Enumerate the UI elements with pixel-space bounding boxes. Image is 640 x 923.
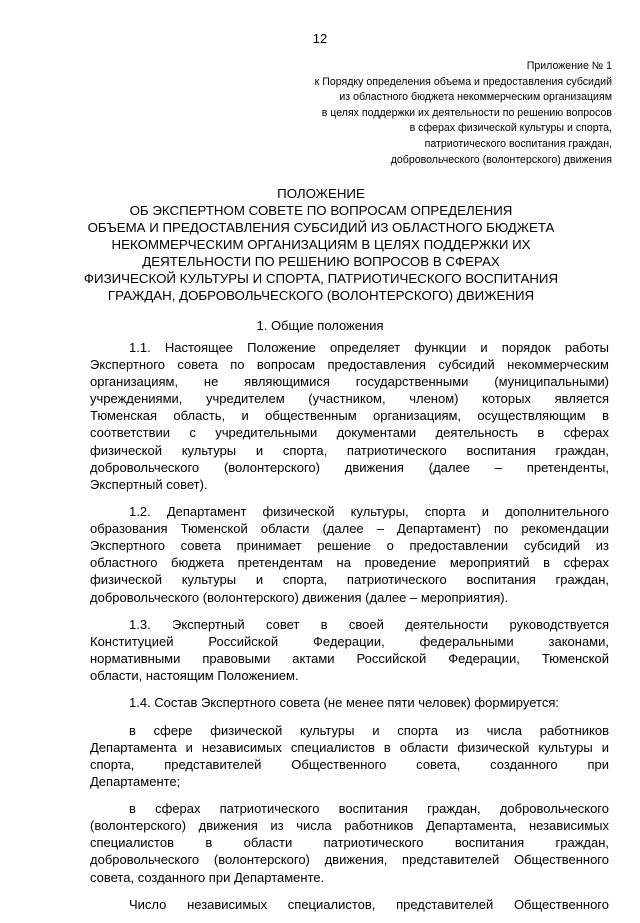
text-line: Экспертного совета принимает решение о предоставлении субсидий из (90, 538, 609, 554)
text-line: 1.3. Экспертный совет в своей деятельности руководствуется (129, 616, 609, 632)
text-line: 1.1. Настоящее Положение определяет функции и порядок работы (129, 340, 609, 355)
text-line: нормативными правовыми актами Российской Федерации, Тюменской (90, 650, 609, 666)
text-line: (волонтерского) движения из числа работников Департамента, независимых (90, 818, 609, 834)
text-line: в сфере физической культуры и спорта из числа работников (129, 722, 609, 738)
text-line: Тюменская область, и общественным организациям, осуществляющим в (90, 408, 609, 424)
title-line: ГРАЖДАН, ДОБРОВОЛЬЧЕСКОГО (ВОЛОНТЕРСКОГО) ДВИЖЕНИЯ (107, 288, 535, 303)
text-line: физической культуры и спорта, патриотического воспитания граждан, (90, 442, 609, 458)
title-line: ФИЗИЧЕСКОЙ КУЛЬТУРЫ И СПОРТА, ПАТРИОТИЧЕСКОГО ВОСПИТАНИЯ (83, 271, 559, 286)
text-line: учреждениями, учредителем (участником, членом) которых является (90, 391, 609, 407)
text-line: Число независимых специалистов, представителей Общественного (129, 896, 609, 912)
title-line: ДЕЯТЕЛЬНОСТИ ПО РЕШЕНИЮ ВОПРОСОВ В СФЕРАХ (142, 254, 500, 269)
text-line: 1.2. Департамент физической культуры, спорта и дополнительного (129, 504, 609, 520)
paragraph-1-4 (90, 694, 609, 711)
paragraph-1-3 (90, 616, 609, 684)
text-line: области, настоящим Положением. (90, 668, 299, 684)
text-line: 1.4. Состав Экспертного совета (не менее пяти человек) формируется: (129, 695, 559, 711)
title-line: ПОЛОЖЕНИЕ (277, 186, 365, 201)
text-line: Конституцией Российской Федерации, федеральными законами, (90, 633, 609, 649)
text-line: в сферах патриотического воспитания граждан, добровольческого (129, 801, 609, 817)
text-line: добровольческого (волонтерского) движения (далее – мероприятия). (90, 589, 509, 605)
text-line: Экспертный совет). (90, 476, 208, 492)
document-body (90, 339, 609, 923)
text-line: областного бюджета претендентам на проведение мероприятий в сферах (90, 555, 609, 571)
paragraph-sport-sphere (90, 722, 609, 790)
paragraph-1-2 (90, 503, 609, 606)
text-line: специалистов в области патриотического воспитания граждан, (90, 835, 609, 851)
appendix-line: в сферах физической культуры и спорта, (409, 122, 612, 135)
text-line: совета, созданного при Департаменте. (90, 869, 325, 885)
appendix-line: из областного бюджета некоммерческим организациям (339, 91, 612, 104)
text-line: физической культуры и спорта, патриотического воспитания граждан, (90, 572, 609, 588)
text-line: спорта, представителей Общественного совета, созданного при (90, 756, 609, 772)
title-line: ОБ ЭКСПЕРТНОМ СОВЕТЕ ПО ВОПРОСАМ ОПРЕДЕЛЕНИЯ (129, 203, 513, 218)
text-line: добровольческого (волонтерского) движения, представителей Общественного (90, 852, 609, 868)
paragraph-specialists-count (90, 896, 609, 913)
text-line: добровольческого (волонтерского) движения (далее – претенденты, (90, 459, 609, 475)
text-line: организациям, не являющимися государственными (муниципальными) (90, 374, 609, 390)
appendix-line: Приложение № 1 (526, 60, 612, 72)
text-line: Экспертного совета по вопросам предоставления субсидий некоммерческим (90, 357, 609, 373)
text-line: Департаменте; (90, 773, 181, 789)
document-title (60, 185, 582, 304)
paragraph-1-1 (90, 339, 609, 493)
appendix-line: к Порядку определения объема и предоставления субсидий (314, 75, 612, 88)
paragraph-patriotic-sphere (90, 800, 609, 885)
text-line: соответствии с учредительными документами деятельность в сферах (90, 425, 609, 441)
appendix-block (212, 59, 612, 168)
title-line: НЕКОММЕРЧЕСКИМ ОРГАНИЗАЦИЯМ В ЦЕЛЯХ ПОДДЕРЖКИ ИХ (111, 237, 531, 252)
page-number: 12 (312, 31, 328, 46)
appendix-line: в целях поддержки их деятельности по решению вопросов (321, 106, 612, 119)
appendix-line: патриотического воспитания граждан, (424, 137, 612, 150)
text-line: образования Тюменской области (далее – Департамент) по рекомендации (90, 521, 609, 537)
section-heading: 1. Общие положения (256, 318, 384, 333)
text-line: Департамента и независимых специалистов в области физической культуры и (90, 739, 609, 755)
title-line: ОБЪЕМА И ПРЕДОСТАВЛЕНИЯ СУБСИДИЙ ИЗ ОБЛАСТНОГО БЮДЖЕТА (87, 220, 555, 235)
appendix-line: добровольческого (волонтерского) движения (390, 153, 612, 166)
